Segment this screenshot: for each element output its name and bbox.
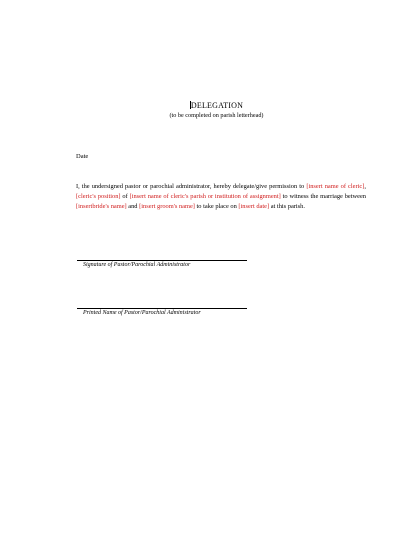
placeholder-field: [cleric's position] <box>76 193 121 201</box>
printed-name-label: Printed Name of Pastor/Parochial Administrator <box>83 310 201 316</box>
placeholder-field: [insertbride's name] <box>76 203 127 211</box>
placeholder-field: [insert name of cleric] <box>306 183 365 190</box>
delegation-paragraph <box>76 182 366 213</box>
paragraph-text: to take place on <box>194 203 239 211</box>
signature-label: Signature of Pastor/Parochial Administrator <box>83 262 191 268</box>
placeholder-field: [insert groom's name] <box>139 203 195 211</box>
paragraph-text: and <box>126 203 140 211</box>
placeholder-field: [insert name of cleric's parish or institution of assignment] <box>129 193 281 201</box>
document-title <box>0 101 415 110</box>
paragraph-text: at this parish. <box>269 203 305 211</box>
document-subtitle: (to be completed on parish letterhead) <box>169 112 264 119</box>
paragraph-text: to witness the marriage between <box>280 193 366 201</box>
placeholder-field: [insert date] <box>238 203 270 211</box>
signature-line <box>77 260 247 261</box>
printed-name-line <box>77 308 247 309</box>
paragraph-text: , <box>364 183 366 190</box>
date-label: Date <box>76 153 89 160</box>
paragraph-text: of <box>120 193 130 201</box>
paragraph-text: I, the undersigned pastor or parochial administrator, hereby delegate/give permission to <box>76 183 307 190</box>
document-title-text: DELEGATION <box>190 101 244 110</box>
